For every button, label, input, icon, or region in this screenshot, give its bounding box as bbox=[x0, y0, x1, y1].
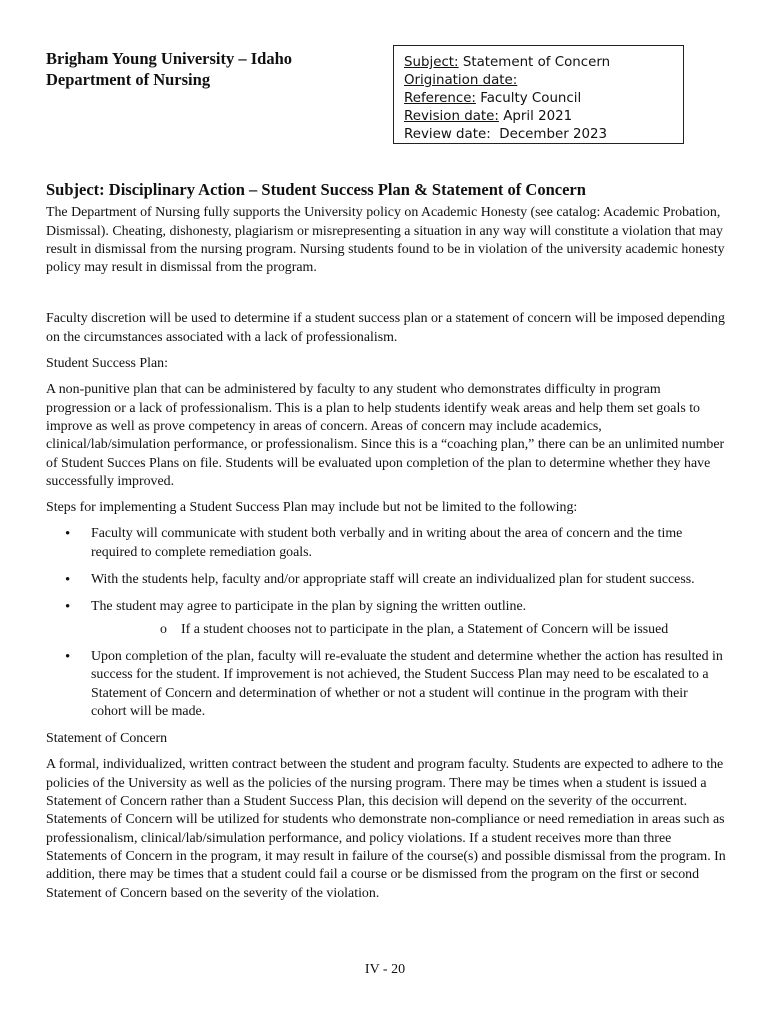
meta-revision-value: April 2021 bbox=[503, 109, 573, 124]
ssp-description: A non-punitive plan that can be administered by faculty to any student who demonstrates difficulty in program progression or a lack of professionalism. This is a plan to help students identify weak areas and help them set goals to improve as well as prove competency in areas of concern. Areas of concern may include academics, clinical/lab/simulation performance, or professionalism. Since this is a “coaching plan,” there can be an unlimited number of Student Succes Plans on file. Students will be evaluated upon completion of the plan to determine whether they have successfully improved. bbox=[46, 382, 725, 489]
sub-bullet-marker: o bbox=[160, 621, 167, 637]
meta-origination bbox=[404, 72, 683, 90]
list-item: • With the students help, faculty and/or appropriate staff will create an individualized plan for student success. bbox=[46, 571, 726, 589]
header-block bbox=[46, 48, 292, 90]
meta-reference-value: Faculty Council bbox=[480, 91, 582, 106]
subject-heading: Subject: Disciplinary Action – Student Success Plan & Statement of Concern bbox=[46, 180, 586, 199]
meta-origination-label: Origination date: bbox=[404, 73, 518, 88]
soc-heading: Statement of Concern bbox=[46, 731, 168, 747]
meta-revision-label: Revision date: bbox=[404, 109, 499, 124]
document-meta-box bbox=[393, 45, 684, 144]
soc-description: A formal, individualized, written contract between the student and program faculty. Students are expected to adhere to the policies of the University as well as the policies of the nursing program. There may be times when a student is issued a Statement of Concern rather than a Student Success Plan, this decision will depend on the severity of the occurrent. Statements of Concern will be utilized for students who demonstrate non-compliance or need remediation in areas such as professionalism, clinical/lab/simulation performance, and policy violations. If a student receives more than three Statements of Concern in the program, it may result in failure of the course(s) and possible dismissal from the program. In addition, there may be times that a student could fail a course or be dismissed from the program on the first or second Statement of Concern based on the severity of the violation. bbox=[46, 757, 726, 901]
list-item bbox=[46, 598, 726, 639]
list-item: • Faculty will communicate with student both verbally and in writing about the area of concern and the time required to complete remediation goals. bbox=[46, 525, 726, 562]
ssp-heading: Student Success Plan: bbox=[46, 356, 168, 372]
meta-subject-label: Subject: bbox=[404, 55, 459, 70]
sub-list-item bbox=[91, 621, 726, 639]
discretion-paragraph: Faculty discretion will be used to determine if a student success plan or a statement of concern will be imposed depending on the circumstances associated with a lack of professionalism. bbox=[46, 311, 725, 345]
intro-paragraph: The Department of Nursing fully supports the University policy on Academic Honesty (see catalog: Academic Probation, Dismissal). Cheating, dishonesty, plagiarism or misrepresenting a situation in any way will constitute a violation that may result in dismissal from the nursing program. Nursing students found to be in violation of the university academic honesty policy may result in dismissal from the program. bbox=[46, 205, 725, 276]
sub-list-item-text: If a student chooses not to participate in the plan, a Statement of Concern will be issued bbox=[181, 621, 669, 637]
meta-reference-label: Reference: bbox=[404, 91, 476, 106]
steps-list bbox=[46, 525, 726, 721]
steps-intro: Steps for implementing a Student Success Plan may include but not be limited to the following: bbox=[46, 500, 578, 516]
meta-subject-value: Statement of Concern bbox=[462, 55, 611, 70]
meta-revision bbox=[404, 108, 683, 126]
meta-subject bbox=[404, 54, 683, 72]
department-name: Department of Nursing bbox=[46, 70, 211, 89]
meta-review-value: December 2023 bbox=[499, 127, 608, 142]
list-item: • Upon completion of the plan, faculty will re-evaluate the student and determine whether the action has resulted in success for the student. If improvement is not achieved, the Student Success Plan may need to be escalated to a Statement of Concern and determination of whether or not a student will continue in the program with their cohort will be made. bbox=[46, 648, 726, 721]
meta-review-label: Review date: bbox=[404, 127, 491, 142]
meta-reference bbox=[404, 90, 683, 108]
meta-review bbox=[404, 126, 683, 144]
document-body bbox=[46, 181, 726, 911]
university-name: Brigham Young University – Idaho bbox=[46, 49, 293, 68]
page-number: IV - 20 bbox=[364, 962, 406, 977]
spacer bbox=[46, 285, 726, 310]
list-item-text: The student may agree to participate in the plan by signing the written outline. bbox=[91, 599, 527, 615]
